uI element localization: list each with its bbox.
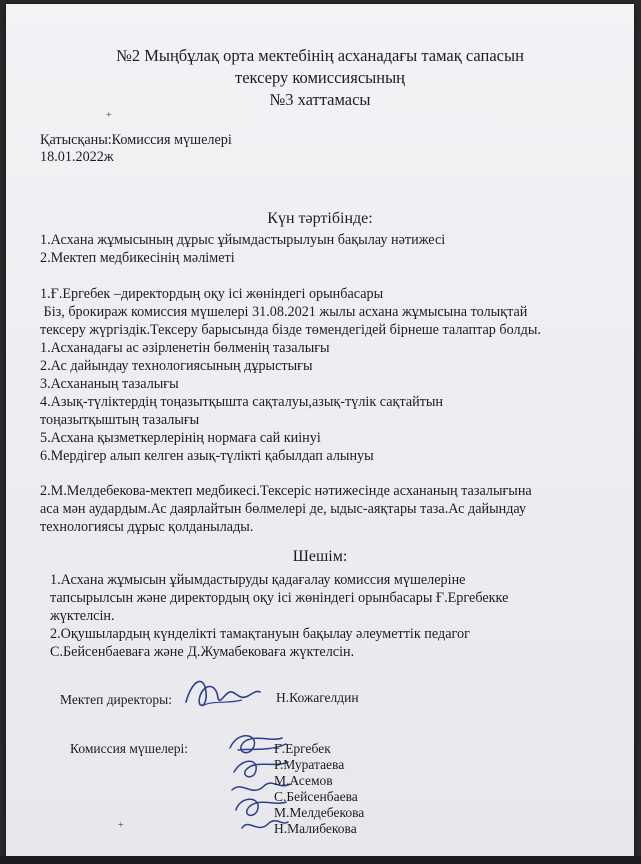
body-line: Біз, брокираж комиссия мүшелері 31.08.2021 жылы асхана жұмысына толықтай [40,304,528,320]
decision-line: 2.Оқушылардың күнделікті тамақтануын бақылау әлеуметтік педагог [50,626,470,642]
commission-label: Комиссия мүшелері: [70,741,189,756]
document-title-line-1: №2 Мыңбұлақ орта мектебінің асханадағы тамақ сапасын [116,46,524,65]
director-label: Мектеп директоры: [60,692,172,707]
punch-mark: + [118,820,124,831]
director-signature-icon [182,670,262,720]
decision-line: жүктелсін. [50,608,115,624]
decision-line: тапсырылсын және директордың оқу ісі жөніндегі орынбасары Ғ.Ергебекке [50,590,509,606]
body-line: тексеру жүргіздік.Тексеру барысында бізде төмендегідей бірнеше талаптар болды. [40,322,541,338]
body-line: 5.Асхана қызметкерлерінің нормаға сай киінуі [40,430,321,446]
member-name: Н.Малибекова [274,821,357,836]
decision-heading: Шешім: [292,548,348,565]
agenda-heading: Күн тәртібінде: [267,210,373,227]
agenda-item-2: 2.Мектеп медбикесінің мәліметі [40,250,235,266]
body-line: 1.Асханадағы ас әзірленетін бөлменің тазалығы [40,340,330,356]
body-line: 4.Азық-түліктердің тоңазытқышта сақталуы,азық-түлік сақтайтын [40,394,444,410]
body-line: технологиясы дұрыс қолданылады. [40,519,254,535]
participants-line: Қатысқаны:Комиссия мүшелері [40,132,232,148]
decision-line: 1.Асхана жұмысын ұйымдастыруды қадағалау комиссия мүшелеріне [50,572,466,588]
protocol-document [6,4,634,858]
member-name: М.Мелдебекова [274,805,365,820]
body-line: тоңазытқыштың тазалығы [40,412,200,428]
punch-mark: + [106,110,112,121]
body-line: 2.М.Мелдебекова-мектеп медбикесі.Тексеріс нәтижесінде асхананың тазалығына [40,483,532,499]
body-line: 2.Ас дайындау технологиясының дұрыстығы [40,358,313,374]
member-name: Ғ.Ергебек [274,741,331,756]
date-line: 18.01.2022ж [40,149,114,165]
director-name: Н.Кожагелдин [276,690,359,705]
photo-bottom-edge [0,856,641,864]
body-line: 3.Асхананың тазалығы [40,376,179,392]
member-name: М.Асемов [274,773,333,788]
agenda-item-1: 1.Асхана жұмысының дұрыс ұйымдастырылуын бақылау нәтижесі [40,232,446,248]
body-line: аса мән аудардым.Ас даярлайтын бөлмелері де, ыдыс-аяқтары таза.Ас дайындау [40,501,527,517]
body-line: 1.Ғ.Ергебек –директордың оқу ісі жөніндегі орынбасары [40,286,384,302]
document-title-line-2: тексеру комиссиясының [234,68,405,87]
document-title-line-3: №3 хаттамасы [269,90,371,109]
member-name: Р.Муратаева [274,757,345,772]
decision-line: С.Бейсенбаеваға және Д.Жумабековаға жүктелсін. [50,644,355,660]
member-name: С.Бейсенбаева [274,789,358,804]
body-line: 6.Мердігер алып келген азық-түлікті қабылдап алынуы [40,448,374,464]
